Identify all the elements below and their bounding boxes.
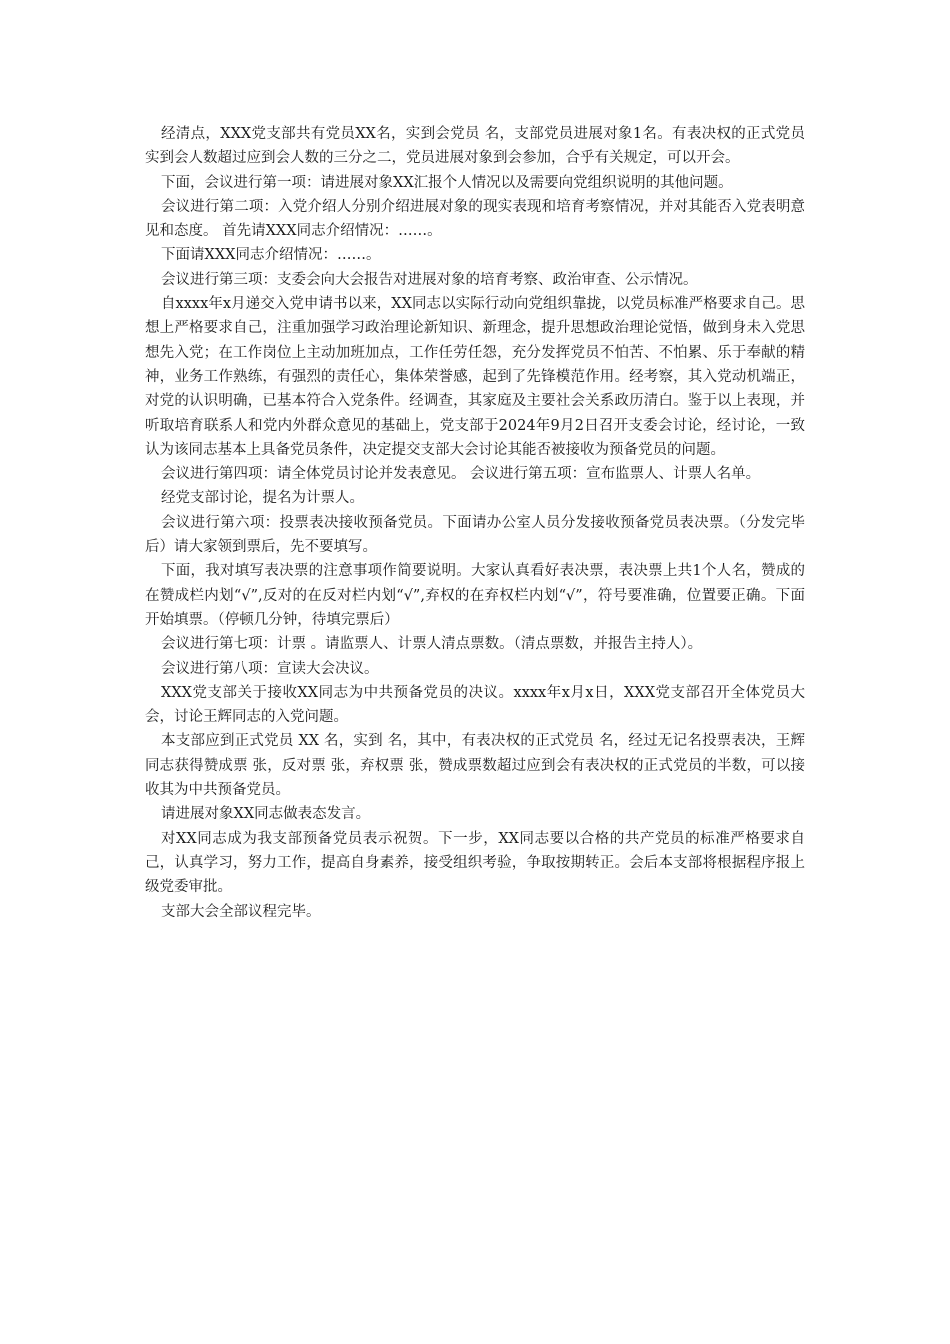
paragraph-item-6: 会议进行第六项：投票表决接收预备党员。下面请办公室人员分发接收预备党员表决票。（分发完毕后）请大家领到票后，先不要填写。 xyxy=(145,514,805,556)
paragraph-resolution-intro: XXX党支部关于接收XX同志为中共预备党员的决议。xxxx年x月x日，XXX党支部召开全体党员大会，讨论王辉同志的入党问题。 xyxy=(145,684,805,726)
paragraph-introducer-2: 下面请XXX同志介绍情况：……。 xyxy=(161,247,381,264)
document-body xyxy=(145,122,805,924)
paragraph-nominee: 经党支部讨论，提名为计票人。 xyxy=(161,490,364,507)
paragraph-closing: 支部大会全部议程完毕。 xyxy=(161,903,321,920)
paragraph-item-7: 会议进行第七项：计票 。请监票人、计票人清点票数。（清点票数，并报告主持人）。 xyxy=(161,636,703,653)
paragraph-statement-request: 请进展对象XX同志做表态发言。 xyxy=(161,806,371,823)
paragraph-vote-result: 本支部应到正式党员 XX 名，实到 名，其中，有表决权的正式党员 名，经过无记名投票表决，王辉同志获得赞成票 张，反对票 张，弃权票 张，赞成票数超过应到会有表决权的正式党员的半数，可以接收其为中共预备党员。 xyxy=(145,733,805,799)
paragraph-item-8: 会议进行第八项：宣读大会决议。 xyxy=(161,660,379,677)
paragraph-ballot-instructions: 下面，我对填写表决票的注意事项作简要说明。大家认真看好表决票，表决票上共1个人名，赞成的在赞成栏内划“√”,反对的在反对栏内划“√”,弃权的在弃权栏内划“√”，符号要准确，位置要正确。下面开始填票。（停顿几分钟，待填完票后） xyxy=(145,563,805,628)
paragraph-item-1: 下面，会议进行第一项：请进展对象XX汇报个人情况以及需要向党组织说明的其他问题。 xyxy=(161,174,733,191)
paragraph-congratulations: 对XX同志成为我支部预备党员表示祝贺。下一步，XX同志要以合格的共产党员的标准严格要求自己，认真学习，努力工作，提高自身素养，接受组织考验，争取按期转正。会后本支部将根据程序报上级党委审批。 xyxy=(145,830,805,896)
paragraph-quorum: 经清点，XXX党支部共有党员XX名，实到会党员 名，支部党员进展对象1名。有表决权的正式党员实到会人数超过应到会人数的三分之二，党员进展对象到会参加，合乎有关规定，可以开会。 xyxy=(145,126,805,167)
paragraph-committee-report: 自xxxx年x月递交入党申请书以来，XX同志以实际行动向党组织靠拢，以党员标准严格要求自己。思想上严格要求自己，注重加强学习政治理论新知识、新理念，提升思想政治理论觉悟，做到身未入党思想先入党；在工作岗位上主动加班加点，工作任劳任怨，充分发挥党员不怕苦、不怕累、乐于奉献的精神，业务工作熟练，有强烈的责任心，集体荣誉感，起到了先锋模范作用。经考察，其入党动机端正，对党的认识明确，已基本符合入党条件。经调查，其家庭及主要社会关系政历清白。鉴于以上表现，并听取培育联系人和党内外群众意见的基础上，党支部于2024年9月2日召开支委会讨论，经讨论，一致认为该同志基本上具备党员条件，决定提交支部大会讨论其能否被接收为预备党员的问题。 xyxy=(145,296,805,458)
paragraph-item-2: 会议进行第二项：入党介绍人分别介绍进展对象的现实表现和培育考察情况，并对其能否入党表明意见和态度。 首先请XXX同志介绍情况：……。 xyxy=(145,198,805,240)
paragraph-item-4-5: 会议进行第四项：请全体党员讨论并发表意见。 会议进行第五项：宣布监票人、计票人名单。 xyxy=(161,466,761,483)
paragraph-item-3: 会议进行第三项：支委会向大会报告对进展对象的培育考察、政治审查、公示情况。 xyxy=(161,271,698,288)
